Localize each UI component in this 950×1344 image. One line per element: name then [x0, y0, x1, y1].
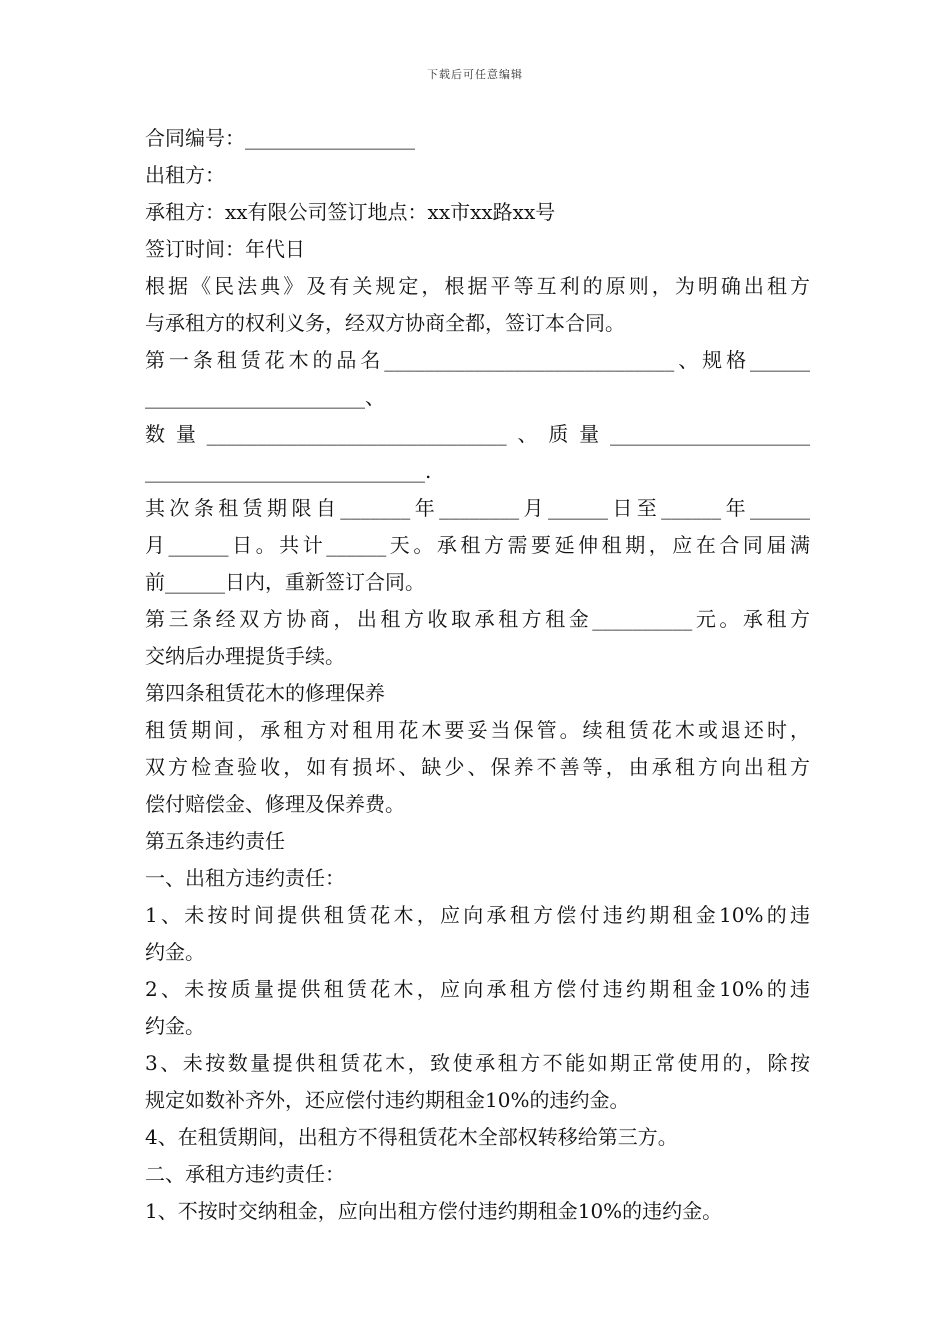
article-2-line: 其次条租赁期限自_______年________月______日至______年______ — [145, 496, 810, 520]
lessor-liability-item: 2、未按质量提供租赁花木，应向承租方偿付违约期租金10%的违 — [145, 977, 810, 1001]
preamble-line: 根据《民法典》及有关规定，根据平等互利的原则，为明确出租方 — [145, 274, 810, 298]
article-4-line: 租赁期间，承租方对租用花木要妥当保管。续租赁花木或退还时， — [145, 718, 810, 742]
lessor-liability-item: 约金。 — [145, 940, 205, 964]
article-4-line: 偿付赔偿金、修理及保养费。 — [145, 792, 405, 816]
article-1-line: ____________________________. — [145, 459, 432, 483]
contract-number-line: 合同编号：_________________ — [145, 126, 415, 150]
article-1-line: 第一条租赁花木的品名_____________________________、规格______ — [145, 348, 810, 372]
article-3-line: 第三条经双方协商，出租方收取承租方租金__________元。承租方 — [145, 607, 810, 631]
article-2-line: 前______日内，重新签订合同。 — [145, 570, 425, 594]
signing-time-line: 签订时间：年代日 — [145, 237, 305, 261]
page-header-note: 下载后可任意编辑 — [427, 68, 523, 81]
article-3-line: 交纳后办理提货手续。 — [145, 644, 345, 668]
article-2-line: 月______日。共计______天。承租方需要延伸租期，应在合同届满 — [145, 533, 810, 557]
preamble-line: 与承租方的权利义务，经双方协商全都，签订本合同。 — [145, 311, 625, 335]
article-1-line: 数量______________________________、质量____________________ — [145, 422, 810, 446]
article-1-line: ______________________、 — [145, 385, 385, 409]
lessor-liability-item: 3、未按数量提供租赁花木，致使承租方不能如期正常使用的，除按 — [145, 1051, 810, 1075]
lessee-liability-heading: 二、承租方违约责任： — [145, 1162, 345, 1186]
lessor-line: 出租方： — [145, 163, 225, 187]
lessor-liability-item: 1、未按时间提供租赁花木，应向承租方偿付违约期租金10%的违 — [145, 903, 810, 927]
lessor-liability-item: 4、在租赁期间，出租方不得租赁花木全部权转移给第三方。 — [145, 1125, 678, 1149]
article-4-heading: 第四条租赁花木的修理保养 — [145, 681, 385, 705]
article-4-line: 双方检查验收，如有损坏、缺少、保养不善等，由承租方向出租方 — [145, 755, 810, 779]
article-5-heading: 第五条违约责任 — [145, 829, 285, 853]
lessee-line: 承租方：xx有限公司签订地点：xx市xx路xx号 — [145, 200, 556, 224]
contract-body — [145, 120, 810, 1230]
lessor-liability-heading: 一、出租方违约责任： — [145, 866, 345, 890]
lessor-liability-item: 约金。 — [145, 1014, 205, 1038]
lessor-liability-item: 规定如数补齐外，还应偿付违约期租金10%的违约金。 — [145, 1088, 630, 1112]
lessee-liability-item: 1、不按时交纳租金，应向出租方偿付违约期租金10%的违约金。 — [145, 1199, 723, 1223]
